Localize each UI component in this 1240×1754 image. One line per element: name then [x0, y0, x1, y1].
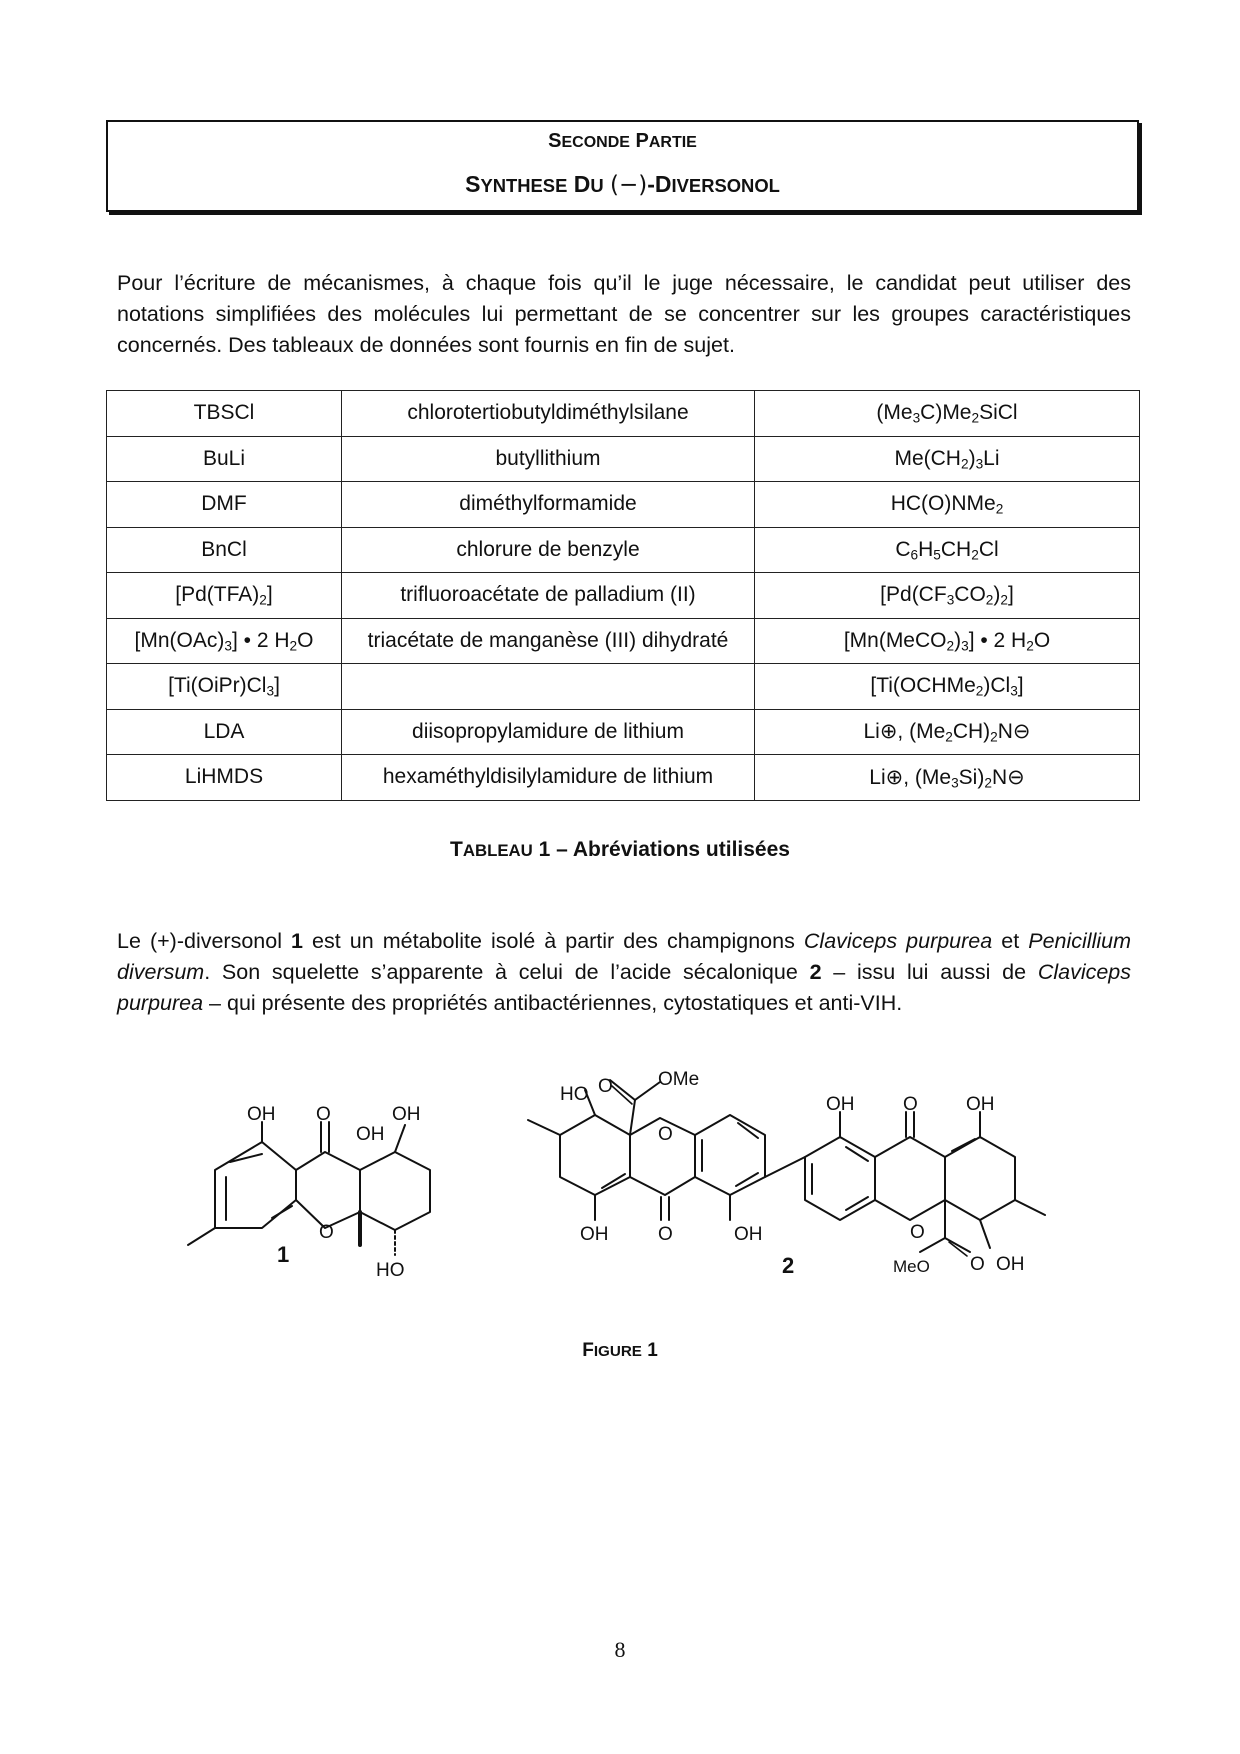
table-row [107, 573, 1140, 619]
table-row [107, 664, 1140, 710]
abbreviation-cell: LDA [107, 709, 342, 755]
mol2-label-2: OMe [658, 1069, 700, 1090]
formula-cell: Li⊕, $(Me_3Si)_2N⊖$ [755, 755, 1140, 801]
formula-cell: $[Mn(MeCO_2)_3]$ • 2 $H_2O$ [755, 618, 1140, 664]
abbreviation-cell: LiHMDS [107, 755, 342, 801]
title-suffix: -DIVERSONOL [647, 171, 780, 197]
mol2-label-8: O [903, 1094, 918, 1115]
formula-cell: $[Pd(CF_3CO_2)_2]$ [755, 573, 1140, 619]
table-row [107, 527, 1140, 573]
mol2-label-12: O [970, 1254, 985, 1275]
name-cell: triacétate de manganèse (III) dihydraté [342, 618, 755, 664]
mol1-label-3: OH [392, 1104, 421, 1125]
mol1-label-0: OH [247, 1104, 276, 1125]
table-row [107, 391, 1140, 437]
page-number: 8 [614, 1637, 626, 1662]
title-sign: (−) [610, 172, 648, 198]
abbreviation-cell: $[Pd(TFA)_2]$ [107, 573, 342, 619]
mol1-label-1: O [316, 1104, 331, 1125]
formula-cell: HC(O)NMe$_2$ [755, 482, 1140, 528]
molecule-1-number: 1 [277, 1242, 290, 1267]
name-cell: hexaméthyldisilylamidure de lithium [342, 755, 755, 801]
figure-caption-text: FIGURE 1 [582, 1340, 658, 1361]
mol2-label-9: OH [966, 1094, 995, 1115]
formula-cell: $Me(CH_2)_3Li$ [755, 436, 1140, 482]
header-box [106, 120, 1139, 212]
formula-cell: $(Me_3C)Me_2SiCl$ [755, 391, 1140, 437]
formula-cell: $C_6H_5CH_2Cl$ [755, 527, 1140, 573]
table-row [107, 709, 1140, 755]
name-cell: diisopropylamidure de lithium [342, 709, 755, 755]
table-caption [0, 838, 1240, 862]
abbreviation-cell: BnCl [107, 527, 342, 573]
title-prefix: SYNTHESE DU [465, 171, 604, 197]
intro-text: Pour l’écriture de mécanismes, à chaque fois qu’il le juge nécessaire, le candidat peut utiliser des notations simplifiées des molécules lui permettant de se concentrer sur les groupes caractéristiques concernés. Des tableaux de données sont fournis en fin de sujet. [117, 271, 1131, 357]
part-heading-text: SECONDE PARTIE [548, 130, 697, 152]
abbreviation-cell: BuLi [107, 436, 342, 482]
name-cell: chlorotertiobutyldiméthylsilane [342, 391, 755, 437]
mol2-label-11: MeO [893, 1257, 930, 1276]
name-cell: butyllithium [342, 436, 755, 482]
mol2-label-5: O [658, 1224, 673, 1245]
name-cell: trifluoroacétate de palladium (II) [342, 573, 755, 619]
formula-cell: Li⊕, $(Me_2CH)_2N⊖$ [755, 709, 1140, 755]
description-paragraph [117, 926, 1131, 1019]
abbreviation-cell: $[Ti(OiPr)Cl_3]$ [107, 664, 342, 710]
name-cell: chlorure de benzyle [342, 527, 755, 573]
formula-cell: $[Ti(OCHMe_2)Cl_3]$ [755, 664, 1140, 710]
molecule-1-skeleton [188, 1122, 430, 1255]
figure-1-structures [0, 1040, 1240, 1330]
table-row [107, 482, 1140, 528]
table-row [107, 755, 1140, 801]
mol2-label-13: OH [996, 1254, 1025, 1275]
mol2-label-6: OH [734, 1224, 763, 1245]
mol2-label-3: O [658, 1124, 673, 1145]
table-caption-label: TABLEAU 1 [450, 838, 551, 861]
mol1-label-5: HO [376, 1260, 405, 1281]
abbreviation-cell: $[Mn(OAc)_3]$ • 2 $H_2O$ [107, 618, 342, 664]
mol1-label-4: O [319, 1222, 334, 1243]
mol2-label-7: OH [826, 1094, 855, 1115]
figure-caption [0, 1340, 1240, 1362]
abbreviation-cell: DMF [107, 482, 342, 528]
abbreviation-cell: TBSCl [107, 391, 342, 437]
name-cell: diméthylformamide [342, 482, 755, 528]
mol2-label-4: OH [580, 1224, 609, 1245]
mol1-label-2: OH [356, 1124, 385, 1145]
mol2-label-10: O [910, 1222, 925, 1243]
abbreviations-table [106, 390, 1140, 801]
name-cell [342, 664, 755, 710]
section-title [108, 171, 1137, 198]
table-row [107, 436, 1140, 482]
part-heading [108, 130, 1137, 153]
table-row [107, 618, 1140, 664]
mol2-label-0: HO [560, 1084, 589, 1105]
table-caption-text: – Abréviations utilisées [550, 838, 790, 861]
molecule-2-number: 2 [782, 1253, 795, 1278]
mol2-label-1: O [598, 1076, 613, 1097]
description-text: Le (+)-diversonol 1 est un métabolite isolé à partir des champignons Claviceps purpurea et Penicillium diversum. Son squelette s’apparente à celui de l’acide sécalonique 2 – issu lui aussi de Claviceps purpurea – qui présente des propriétés antibactériennes, cytostatiques et anti-VIH. [117, 929, 1132, 1015]
intro-paragraph [117, 268, 1131, 361]
